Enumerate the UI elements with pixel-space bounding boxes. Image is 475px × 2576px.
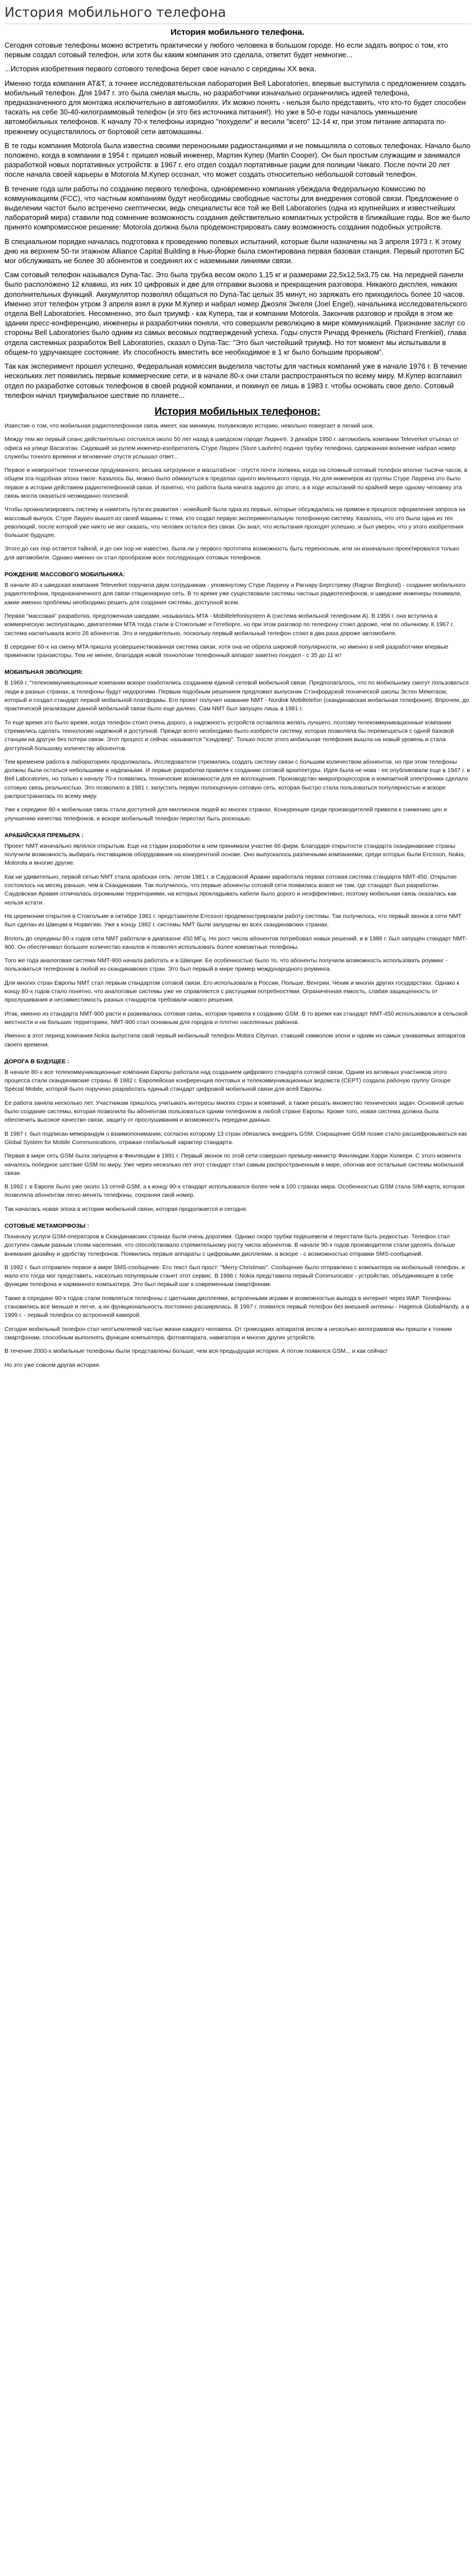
history-block-4 xyxy=(4,1068,471,1214)
history-paragraph: Первая "массовая" разработка, предложенная шведами, называлась MTA - Mobiltelefonisystem А (система мобильной телефонии А). В 1956 г. она вступила в коммерческую эксплуатацию, двигателями MTA тогда стали в Стокгольме и Гетеборге, но при этом разговор по телефону стоил дороже, чем по обычному. К 1967 г. система насчитывала всего 26 абонентов. Это и неудивительно, поскольку первый мобильный телефон стоил в два раза дороже автомобиля. xyxy=(4,612,454,637)
history-paragraph: Сегодня мобильный телефон стал неотъемлемой частью жизни каждого человека. От громоздких аппаратов весом в несколько килограммов мы пришли к тонким смартфонам, способным выполнять функции компьютера, фотоаппарата, навигатора и многих других устройств. xyxy=(4,1325,452,1341)
history-paragraph: Первое и невероятное технически продуманного, весьма хитроумное и масштабное - спустя почти полвека, когда на сложный сотовый телефон вполне тысячи часов, в общем эта подобная эпоха такое. Казалось бы, можно было обмануться в пределах одного маленького города. Но для инженеров из группы Стуре Лаурена это было первое в истории действием радиотелефонной связи. И понятно, что работа была начата задолго до этого, а в ходе испытаний по крайней мере одному человеку эта связь могла оказаться неожиданно полезной. xyxy=(4,467,468,499)
intro-paragraph: ...История изобретения первого сотового телефона берет свое начало с середины XX века. xyxy=(4,65,316,74)
history-paragraph: В течение 2000-х мобильные телефоны были представлены больше, чем вся предыдущая история. А потом появился GSM... и как сейчас! xyxy=(4,1348,388,1355)
history-paragraph: В 1987 г. был подписан меморандум о взаимопонимании, согласно которому 13 стран обязались внедрить GSM. Сокращение GSM позже стало расшифровываться как Global System for Mobile Communications, отражая глобальный характер стандарта. xyxy=(4,1130,467,1146)
history-paragraph: Вплоть до середины 80-х годов сети NMT работали в диапазоне 450 МГц. Но рост числа абонентов потребовал новых решений, и в 1986 г. был запущен стандарт NMT-900. Он обеспечивал большее количество каналов и позволял использовать более компактные телефоны. xyxy=(4,935,467,950)
intro-paragraph: В те годы компания Motorola была известна своими переносными радиостанциями и не помышляла о сотовых телефонах. Начало было положено, когда в компании в 1954 г. пришел новый инженер, Мартин Купер (Martin Cooper). Он был простым служащим и занимался разработкой новых портативных устройств: в 1967 г. его отдел создал портативные рации для полиции Чикаго. После почти 20 лет после начала своей карьеры в Motorola М.Купер осознал, что может создать относительно небольшой сотовый телефон. xyxy=(4,141,471,179)
subsection-heading: ДОРОГА В БУДУЩЕЕ : xyxy=(4,1058,70,1065)
history-block-3 xyxy=(4,842,471,1049)
article-title: История мобильного телефона. xyxy=(170,27,305,37)
history-paragraph: В начале 80-х все телекоммуникационные компании Европы работали над созданием цифрового стандарта сотовой связи. Одним из активных участников этого процесса стали скандинавские страны. В 1982 г. Европейская конференция почтовых и телекоммуникационных ведомств (CEPT) создала рабочую группу Groupe Spécial Mobile, которой было поручено разработать единый стандарт цифровой мобильной связи для всей Европы. xyxy=(4,1068,451,1093)
intro-paragraph: В течение года шли работы по созданию первого телефона, одновременно компания убеждала Федеральную Комиссию по коммуникациям (FCC), что частным компаниям будут необходимы свободные частоты для внедрения сотовой связи. Предложение о выделении частот было встречено скептически, ведь специалисты все той же Bell Laboratories (одна из крупнейших и известнейших лабораторий мира) ставили под сомнение возможность создания действительно компактных устройств в ближайшие годы. Все же было принято компромиссное решение: Motorola должна была продемонстрировать саму возможность создания подобных устройств. xyxy=(4,184,471,232)
history-paragraph: В середине 60-х на смену MTA пришла усовершенствованная система связи, хотя она не обрела широкой популярности, но именно в ней разработчики впервые применили транзисторы. Тем не менее, благодаря новой технологии телефонный аппарат заметно похудел - с 35 до 11 кг! xyxy=(4,643,449,659)
history-paragraph: Ее работа заняла несколько лет. Участникам пришлось учитывать интересы многих стран и компаний, а также решать множество технических задач. Основной целью было создание системы, которая позволила бы абонентам пользоваться одним телефоном в любой стране Европы. Кроме того, новая система должна была обеспечить высокое качество связи, защиту от прослушивания и возможность передачи данных. xyxy=(4,1099,464,1124)
history-paragraph: В начале 40-х шведская компания Televerket поручила двум сотрудникам - упомянутому Стуре Лаурену и Рагнару Бергстрему (Ragnar Berglund) - создание мобильного радиотелефона, предназначенного для связи стационарную сеть. В то время уже существовали системы частных радиотелефонов, и шведские инженеры понимали, какие именно проблемы необходимо решить для создания системы, доступной всем. xyxy=(4,582,466,606)
history-paragraph: Итак, именно из стандарта NMT-900 расти и развивалась сотовая связь, которая привела к созданию GSM. В то время как стандарт NMT-450 использовался в сельской местности и на больших территориях, NMT-900 стал основным для городов и плотно населенных районов. xyxy=(4,1010,468,1026)
history-block-5 xyxy=(4,1233,471,1370)
history-paragraph: На церемонии открытия в Стокгольме в октябре 1981 г. представители Ericsson продемонстрировали работу системы. Так получилось, что первый звонок в сети NMT был сделан из Швеции в Норвегию. Уже к концу 1982 г. системы NMT были запущены во всех скандинавских странах. xyxy=(4,912,462,929)
history-paragraph: Тем временем работа в лабораториях продолжалась. Исследователи стремились создать систему связи с большим количеством абонентов, но при этом телефоны должны были остаться небольшими и надежными. И первые разработки привели к созданию сотовой архитектуры. Идея была не нова - ее опубликовали еще в 1947 г. в Bell Laboratories, но только к началу 70-х появились технические возможности для ее воплощения. Производство микропроцессоров и компактной электроники сделало сотовую связь реальностью. Это позволило в 1981 г. запустить первую полноценную сотовую сеть, которая быстро стала пользоваться популярностью и вскоре распространилась по всему миру. xyxy=(4,758,470,800)
history-paragraph: В 1969 г. "телекоммуникационные компании вскоре озаботились созданием единой сетевой мобильной связи. Предполагалось, что по мобильному смогут пользоваться люди в разных странах, а телефоны будут недорогими. Первым подобным решением предложил выпускник Стэнфордской технической школы Эстен Мекитаом, который и создал стандарт первой мобильной платформы. Его проект получил название NMT - Nordisk Mobiltelefon (скандинавская мобильная телефония). Впрочем, до практической реализации данной мобильной связи было еще далеко. Сам NMT был запущен лишь в 1981 г. xyxy=(4,679,469,713)
history-paragraph: Первая в мире сеть GSM была запущена в Финляндии в 1991 г. Первый звонок по этой сети совершил премьер-министр Финляндии Харри Холкери. С этого момента началось победное шествие GSM по миру. Уже через несколько лет этот стандарт стал самым распространенным в мире, обогнав все остальные системы мобильной связи. xyxy=(4,1152,464,1177)
intro-paragraph: Именно тогда компания AT&T, а точнее исследовательская лаборатория Bell Laboratories, впервые выступила с предложением создать мобильный телефон. Для 1947 г. это была смелая мысль, но разработчики изначально ограничились идеей телефона, предназначенного для монтажа исключительно в автомобилях. Их можно понять - нельзя было представить, что кто-то будет способен таскать на себе 30-40-килограммовый телефон (и это без источника питания!). Но уже в 50-е годы началось уменьшение автомобильных телефонов. К началу 70-х телефоны изрядно "похудели" и весили "всего" 12-14 кг, при этом питание аппарата по-прежнему осуществлялось от бортовой сети автомашины. xyxy=(4,79,466,136)
history-paragraph: Также в середине 90-х годов стали появляться телефоны с цветными дисплеями, встроенными играми и возможностью выхода в интернет через WAP. Телефоны становились все меньше и легче, а их функциональность постоянно расширялась. В 1997 г. появился первый телефон без внешней антенны - Hagenuk GlobalHandy, а в 1999 г. - первый телефон со встроенной камерой. xyxy=(4,1294,469,1319)
history-paragraph: В 1992 г. был отправлен первое в мире SMS-сообщение. Его текст был прост: "Merry Christmas". Сообщение было отправлено с компьютера на мобильный телефон, и мало кто тогда мог представить, насколько популярным станет этот сервис. В 1996 г. Nokia представила первый Communicator - устройство, объединяющее в себе функции телефона и карманного компьютера. Это был первый шаг к современным смартфонам. xyxy=(4,1264,465,1288)
section-title: История мобильных телефонов: xyxy=(154,405,321,417)
history-paragraph: В 1992 г. в Европе было уже около 13 сетей GSM, а к концу 90-х стандарт использовался более чем в 100 странах мира. Особенностью GSM стала SIM-карта, которая позволяла абонентам легко менять телефоны, сохраняя свой номер. xyxy=(4,1183,465,1199)
history-paragraph: Проект NMT изначально являлся открытым. Еще на стадии разработки в нем принимали участие 66 фирм. Благодаря открытости стандарта скандинавские страны получили возможность выбирать поставщиков оборудования на конкурентной основе. Оно выпускалось различными компаниями, среди которых были Ericsson, Nokia, Motorola и многие другие. xyxy=(4,842,465,867)
history-paragraph: Поначалу услуги GSM-операторов в Скандинавских странах были очень дорогими. Однако скоро трубки подешевели и перестали быть редкостью. Телефон стал доступен самым разным слоям населения, что способствовало стремительному росту числа абонентов. В начале 90-х годов производители стали уделять больше внимания дизайну и удобству телефонов. Появились первые аппараты с цифровыми дисплеями, а вскоре - с возможностью отправки SMS-сообщений. xyxy=(4,1233,455,1257)
subsection-heading: АРАБИЙСКАЯ ПРЕМЬЕРА : xyxy=(4,832,84,839)
history-paragraph: Чтобы проанализировать систему и наметить пути их развития - новейшей была одна из первых, которые обсуждались на прямом в процессе оформления запроса на массовый выпуск. Стуре Лаурен вышел из своей машины с теми, кто создал первую экспериментальную телефонную систему. Казалось, что это была одна из тех революций, после которой уже никто не мог сказать, что человек остался без связи. Он знал, что испытания проходят успешно, и был уверен, что у этого изобретения большое будущее. xyxy=(4,506,465,539)
history-paragraph: Как ни удивительно, первой сетью NMT стала арабская сеть: летом 1981 г. в Саудовской Аравии заработала первая сотовая система стандарта NMT-450. Открытие состоялось на месяц раньше, чем в Скандинавии. Так получилось, что первые абоненты сотовой сети появились вовсе не там, где стандарт был разработан. Саудовская Аравия отличалась огромными территориями, на которых прокладывать кабели было дорого и неэффективно, поэтому мобильная связь оказалась как нельзя кстати. xyxy=(4,873,457,906)
subsection-heading: СОТОВЫЕ МЕТАМОРФОЗЫ : xyxy=(4,1222,89,1229)
history-paragraph: Именно в этот период компания Nokia выпустила свой первый мобильный телефон Mobira Cityman, ставший символом эпохи и одним из самых узнаваемых аппаратов своего времени. xyxy=(4,1032,465,1048)
intro-paragraph: Так как эксперимент прошел успешно, Федеральная комиссия выделила частоты для частных компаний уже в начале 1976 г. В течение нескольких лет появились первые коммерческие сети, и в начале 80-х они стали распространяться по всему миру. М.Купер возглавил отдел по разработке сотовых телефонов в своей родной компании, и покинул ее лишь в 1983 г. чтобы основать свое дело. Сотовый телефон начал триумфальное шествие по планете... xyxy=(4,362,468,400)
history-paragraph: Того же года аналоговая система NMT-900 начала работать и в Швеции. Ее особенностью было то, что абоненты получили возможность использовать роуминг - пользоваться телефоном в любой из скандинавских стран. Это был первый в мире пример международного роуминга. xyxy=(4,957,448,973)
history-paragraph: Этого до сих пор остается тайной, и до сих пор не известно, была ли у первого прототипа возможность быть переносным, или он изначально проектировался только для автомобиля. Однако именно он стал прообразом всех последующих сотовых телефонов. xyxy=(4,545,459,561)
history-paragraph: Но это уже совсем другая история. xyxy=(4,1361,101,1369)
intro-paragraph: В специальном порядке началась подготовка к проведению полевых испытаний, которые были назначены на 3 апреля 1973 г. К этому дню на верхнем 50-ти этажном Alliance Capital Building в Нью-Йорке была смонтирована первая базовая станция. Первый прототип БС мог обслуживать не более 30 абонентов и соединял их с наземными линиями связи. xyxy=(4,237,465,265)
history-paragraph: Так началась новая эпоха в истории мобильной связи, которая продолжается и сегодня. xyxy=(4,1205,247,1213)
history-block-2 xyxy=(4,679,471,823)
intro-section xyxy=(4,40,471,400)
intro-paragraph: Сегодня сотовые телефоны можно встретить практически у любого человека в большом городе. Но если задать вопрос о том, кто первым создал сотовый телефон, или хотя бы каким компания это сделала, ответит будет немногие... xyxy=(4,41,448,59)
history-paragraph: Между тем же первый сеанс действительно состоялся около 50 лет назад в шведском городе Лидингё. 3 декабря 1950 г. автомобиль компании Televerket отъехал от офиса на улице Васагатан. Сидевший за рулем инженер-изобретатель Стуре Лаурен (Sture Lauhrén) поднял трубку телефона, сдержанная волнение набрал номер служебы точного времени и мгновение спустя услышал ответ... xyxy=(4,436,459,460)
history-block-1 xyxy=(4,422,471,660)
history-paragraph: Для многих стран Европы NMT стал первым стандартом сотовой связи. Его использовали в России, Польше, Венгрии, Чехии и многих других государствах. Однако к концу 80-х годов стало понятно, что аналоговые системы уже не справляются с растущими потребностями. Ограниченная емкость, слабая защищенность от прослушивания и несовместимость разных стандартов требовали нового решения. xyxy=(4,979,460,1004)
intro-paragraph: Сам сотовый телефон назывался Dyna-Tac. Это была трубка весом около 1,15 кг и размерами 22,5х12,5х3,75 см. На передней панели было расположено 12 клавиш, из них 10 цифровых и две для отправки вызова и прекращения разговора. Никакого дисплея, никаких дополнительных функций. Аккумулятор позволял общаться по Dyna-Tac целых 35 минут, но заряжать его приходилось более 10 часов. Именно этот телефон утром 3 апреля взял в руки М.Купер и набрал номер Джоэля Энгеля (Joel Engel), начальника исследовательского отдела Bell Laboratories. Несомненно, это был триумф - как Купера, так и компании Motorola. Закончив разговор и пройдя в этом же здании пресс-конференцию, инженеры и разработчики поняли, что совершили революцию в мире коммуникаций. Признание заслуг со стороны Bell Laboratories было одним из самых весомых подтверждений успеха. Годы спустя Ричард Френкель (Richard Frenkiel), глава отдела системных разработок Bell Laboratories, сказал о Dyna-Tac: "Это был чистейший триумф. Но тот момент мы испытывали в общем-то удручающее состояние. Их способность вместить все необходимое в 1 кг было большим прорывом". xyxy=(4,270,467,356)
history-paragraph: Уже к середине 80-х мобильная связь стала доступной для миллионов людей во многих странах. Конкуренция среди производителей привела к снижению цен и улучшению качества телефонов, и вскоре мобильный телефон перестал быть роскошью. xyxy=(4,806,448,822)
history-paragraph: То еще время это было время, когда телефон стоил очень дорого, а надежность устройств оставляла желать лучшего, поэтому телекоммуникационные компании стремились сделать технологию надежной и доступной. Прежде всего необходимо было изобрести систему, которая позволяла бы перемещаться с одной базовой станции на другую без потери связи. Этот процесс и сейчас называется "хэндовер". Только после этого мобильная телефония вышла на новый уровень и стала доступной большому количеству абонентов. xyxy=(4,719,454,752)
subsection-heading: МОБИЛЬНАЯ ЭВОЛЮЦИЯ: xyxy=(4,669,83,676)
subsection-heading: РОЖДЕНИЕ МАССОВОГО МОБИЛЬНИКА: xyxy=(4,571,125,578)
history-paragraph: Известие о том, что мобильная радиотелефонная связь имеет, как минимум, полувековую историю, невольно повергает в легкий шок. xyxy=(4,422,374,429)
page-header-title: История мобильного телефона xyxy=(4,2,471,24)
